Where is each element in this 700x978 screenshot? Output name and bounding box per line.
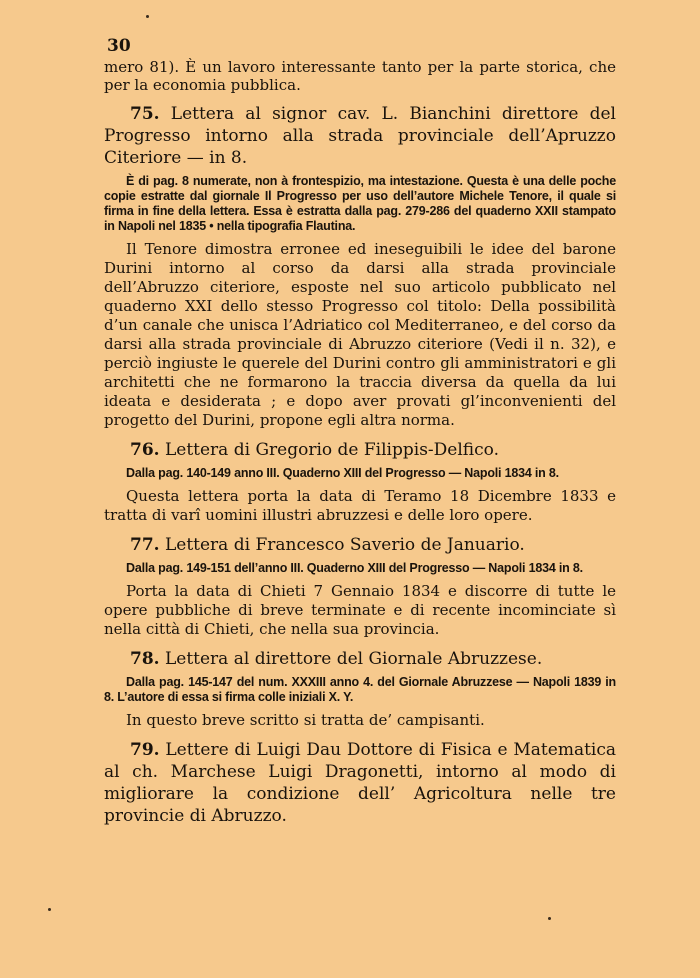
entry-heading bbox=[104, 739, 616, 827]
paper-speck bbox=[48, 908, 51, 911]
entry-77 bbox=[104, 534, 616, 639]
entry-heading bbox=[104, 534, 616, 556]
bibliographic-note: Dalla pag. 145-147 del num. XXXIII anno 4. del Giornale Abruzzese — Napoli 1839 in 8. L’autore di essa si firma colle iniziali X. Y. bbox=[104, 675, 616, 704]
entry-description: Il Tenore dimostra erronee ed ineseguibili le idee del barone Durini intorno al corso da darsi alla strada provinciale dell’Abruzzo citeriore, esposte nel suo articolo pubblicato nel quaderno XXI dello stesso Progresso col titolo: Della possibilità d’un canale che unisca l’Adriatico col Mediterraneo, e del corso da darsi alla strada provinciale di Abruzzo citeriore (Vedi il n. 32), e perciò ingiuste le querele del Durini contro gli amministratori e gli architetti che ne formarono la traccia diversa da quella da lui ideata e desiderata ; e dopo aver provati gl’inconvenienti del progetto del Durini, propone egli altra norma. bbox=[104, 240, 616, 429]
entry-heading bbox=[104, 103, 616, 169]
bibliographic-note: È di pag. 8 numerate, non à frontespizio, ma intestazione. Questa è una delle poche copie estratte dal giornale Il Progresso per uso dell’autore Michele Tenore, il quale si firma in fine della lettera. Essa è estratta dalla pag. 279-286 del quaderno XXII stampato in Napoli nel 1835 • nella tipografia Flautina. bbox=[104, 174, 616, 233]
entry-title: Lettere di Luigi Dau Dottore di Fisica e Matematica al ch. Marchese Luigi Dragonetti, intorno al modo di migliorare la condizione dell’ Agricoltura nelle tre provincie di Abruzzo. bbox=[104, 740, 616, 826]
bibliographic-note: Dalla pag. 140-149 anno III. Quaderno XIII del Progresso — Napoli 1834 in 8. bbox=[126, 466, 559, 480]
document-page bbox=[104, 36, 616, 827]
entry-78 bbox=[104, 648, 616, 730]
entry-76 bbox=[104, 439, 616, 525]
entry-79 bbox=[104, 739, 616, 827]
entry-number: 78. bbox=[130, 649, 160, 669]
paper-speck bbox=[548, 917, 551, 920]
paper-speck bbox=[146, 15, 149, 18]
entry-title: Lettera di Gregorio de Filippis-Delfico. bbox=[164, 440, 499, 460]
entry-title: Lettera di Francesco Saverio de Januario. bbox=[164, 535, 525, 555]
entry-description: In questo breve scritto si tratta de’ campisanti. bbox=[126, 711, 485, 729]
entry-heading bbox=[104, 439, 616, 461]
entry-75 bbox=[104, 103, 616, 430]
continuation-text: mero 81). È un lavoro interessante tanto per la parte storica, che per la economia pubblica. bbox=[104, 58, 616, 94]
page-number: 30 bbox=[107, 36, 131, 56]
entry-description: Porta la data di Chieti 7 Gennaio 1834 e discorre di tutte le opere pubbliche di breve terminate e di recente incominciate sì nella città di Chieti, che nella sua provincia. bbox=[104, 582, 616, 638]
entry-number: 75. bbox=[130, 104, 160, 124]
entry-number: 77. bbox=[130, 535, 160, 555]
entry-heading bbox=[104, 648, 616, 670]
entry-number: 79. bbox=[130, 740, 160, 760]
entry-title: Lettera al direttore del Giornale Abruzzese. bbox=[164, 649, 543, 669]
entry-description: Questa lettera porta la data di Teramo 18 Dicembre 1833 e tratta di varî uomini illustri abruzzesi e delle loro opere. bbox=[104, 487, 616, 524]
entry-number: 76. bbox=[130, 440, 160, 460]
entry-title: Lettera al signor cav. L. Bianchini direttore del Progresso intorno alla strada provinciale dell’Apruzzo Citeriore — in 8. bbox=[104, 104, 616, 168]
bibliographic-note: Dalla pag. 149-151 dell’anno III. Quaderno XIII del Progresso — Napoli 1834 in 8. bbox=[126, 561, 583, 575]
